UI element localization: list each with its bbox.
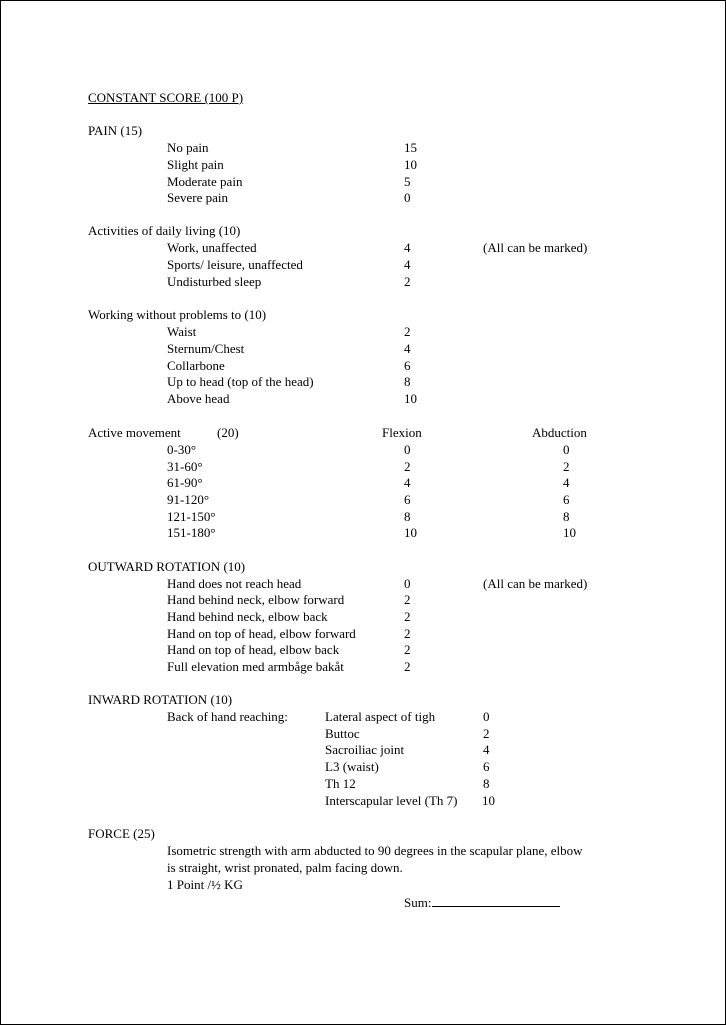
outward-label: Hand on top of head, elbow forward bbox=[167, 626, 356, 641]
inward-value: 10 bbox=[482, 793, 495, 808]
inward-heading: INWARD ROTATION (10) bbox=[88, 692, 233, 707]
range-label: 91-120° bbox=[167, 492, 210, 507]
abduction-value: 0 bbox=[563, 442, 570, 457]
flexion-value: 0 bbox=[404, 442, 411, 457]
page-title: CONSTANT SCORE (100 P) bbox=[88, 90, 244, 105]
outward-note: (All can be marked) bbox=[483, 576, 588, 591]
sum-field[interactable] bbox=[404, 894, 560, 911]
adl-value: 2 bbox=[404, 274, 411, 289]
working-value: 8 bbox=[404, 374, 411, 389]
working-label: Up to head (top of the head) bbox=[167, 374, 314, 389]
outward-value: 2 bbox=[404, 626, 411, 641]
working-label: Sternum/Chest bbox=[167, 341, 245, 356]
adl-label: Undisturbed sleep bbox=[167, 274, 262, 289]
abduction-header: Abduction bbox=[532, 425, 587, 440]
range-label: 121-150° bbox=[167, 509, 216, 524]
pain-value: 15 bbox=[404, 140, 417, 155]
outward-value: 2 bbox=[404, 659, 411, 674]
abduction-value: 8 bbox=[563, 509, 570, 524]
working-value: 4 bbox=[404, 341, 411, 356]
inward-label: Sacroiliac joint bbox=[325, 742, 405, 757]
outward-value: 0 bbox=[404, 576, 411, 591]
inward-label: L3 (waist) bbox=[325, 759, 379, 774]
inward-value: 6 bbox=[483, 759, 490, 774]
outward-label: Hand does not reach head bbox=[167, 576, 302, 591]
range-label: 31-60° bbox=[167, 459, 203, 474]
outward-label: Hand behind neck, elbow forward bbox=[167, 592, 345, 607]
force-line-2: is straight, wrist pronated, palm facing down. bbox=[167, 860, 403, 875]
inward-value: 4 bbox=[483, 742, 490, 757]
working-label: Waist bbox=[167, 324, 197, 339]
active-points: (20) bbox=[217, 425, 239, 440]
outward-value: 2 bbox=[404, 592, 411, 607]
range-label: 151-180° bbox=[167, 525, 216, 540]
pain-value: 0 bbox=[404, 190, 411, 205]
inward-value: 0 bbox=[483, 709, 490, 724]
inward-lead: Back of hand reaching: bbox=[167, 709, 288, 724]
abduction-value: 6 bbox=[563, 492, 570, 507]
flexion-value: 4 bbox=[404, 475, 411, 490]
outward-value: 2 bbox=[404, 609, 411, 624]
working-value: 10 bbox=[404, 391, 417, 406]
abduction-value: 10 bbox=[563, 525, 576, 540]
pain-label: Severe pain bbox=[167, 190, 229, 205]
inward-value: 2 bbox=[483, 726, 490, 741]
inward-label: Th 12 bbox=[325, 776, 356, 791]
force-heading: FORCE (25) bbox=[88, 826, 155, 841]
range-label: 61-90° bbox=[167, 475, 203, 490]
abduction-value: 4 bbox=[563, 475, 570, 490]
adl-note: (All can be marked) bbox=[483, 240, 588, 255]
pain-label: Moderate pain bbox=[167, 174, 243, 189]
inward-label: Interscapular level (Th 7) bbox=[325, 793, 458, 808]
pain-label: Slight pain bbox=[167, 157, 224, 172]
adl-label: Work, unaffected bbox=[167, 240, 257, 255]
working-value: 2 bbox=[404, 324, 411, 339]
inward-value: 8 bbox=[483, 776, 490, 791]
working-label: Above head bbox=[167, 391, 230, 406]
outward-label: Hand behind neck, elbow back bbox=[167, 609, 328, 624]
active-heading: Active movement bbox=[88, 425, 181, 440]
pain-value: 5 bbox=[404, 174, 411, 189]
outward-value: 2 bbox=[404, 642, 411, 657]
outward-heading: OUTWARD ROTATION (10) bbox=[88, 559, 246, 574]
inward-label: Lateral aspect of tigh bbox=[325, 709, 436, 724]
flexion-value: 10 bbox=[404, 525, 417, 540]
flexion-header: Flexion bbox=[382, 425, 422, 440]
adl-value: 4 bbox=[404, 257, 411, 272]
flexion-value: 2 bbox=[404, 459, 411, 474]
adl-value: 4 bbox=[404, 240, 411, 255]
inward-label: Buttoc bbox=[325, 726, 360, 741]
working-heading: Working without problems to (10) bbox=[88, 307, 267, 322]
pain-value: 10 bbox=[404, 157, 417, 172]
abduction-value: 2 bbox=[563, 459, 570, 474]
flexion-value: 8 bbox=[404, 509, 411, 524]
working-value: 6 bbox=[404, 358, 411, 373]
range-label: 0-30° bbox=[167, 442, 197, 457]
sum-blank-line[interactable] bbox=[432, 894, 560, 907]
force-line-1: Isometric strength with arm abducted to 90 degrees in the scapular plane, elbow bbox=[167, 843, 583, 858]
outward-label: Hand on top of head, elbow back bbox=[167, 642, 340, 657]
adl-label: Sports/ leisure, unaffected bbox=[167, 257, 303, 272]
pain-heading: PAIN (15) bbox=[88, 123, 143, 138]
flexion-value: 6 bbox=[404, 492, 411, 507]
outward-label: Full elevation med armbåge bakåt bbox=[167, 659, 344, 674]
pain-label: No pain bbox=[167, 140, 209, 155]
force-line-3: 1 Point /½ KG bbox=[167, 877, 243, 892]
working-label: Collarbone bbox=[167, 358, 225, 373]
sum-label: Sum: bbox=[404, 895, 432, 910]
adl-heading: Activities of daily living (10) bbox=[88, 223, 241, 238]
